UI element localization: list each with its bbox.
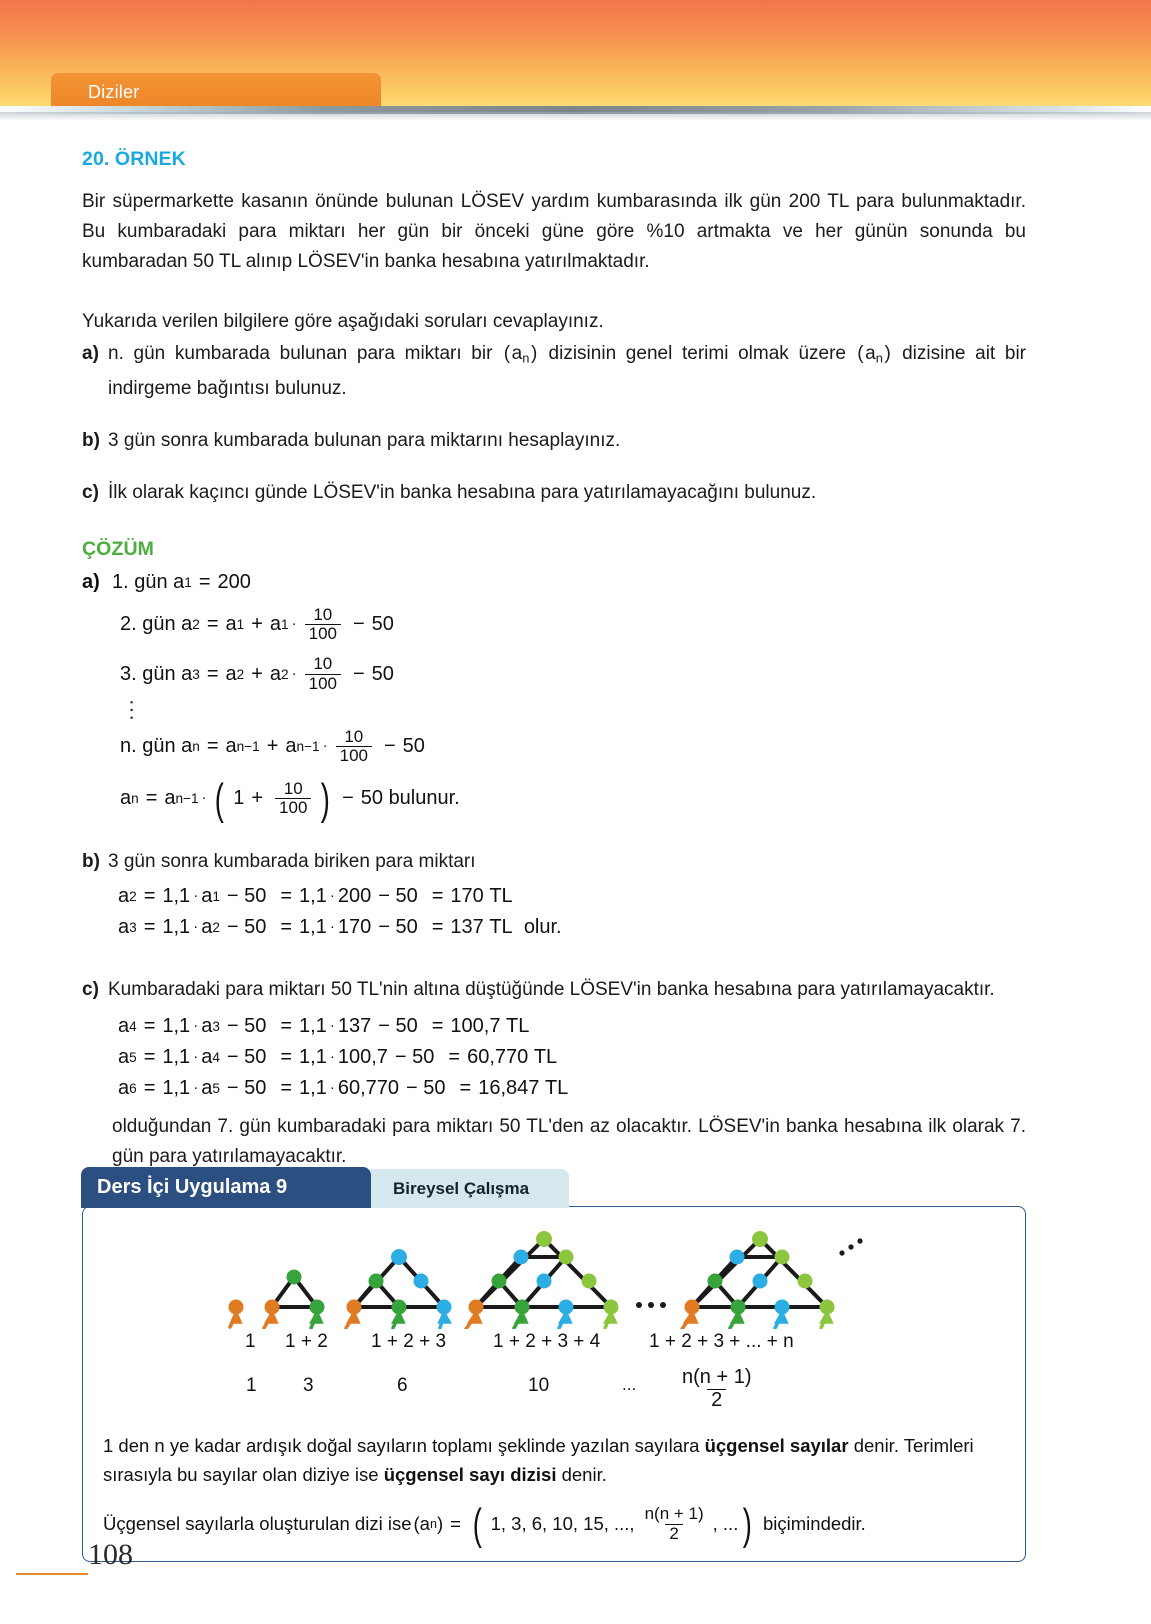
activity-tab-secondary[interactable]: Bireysel Çalışma (371, 1169, 569, 1208)
diagram-value-labels (103, 1366, 1005, 1427)
fraction-10-100: $\frac{10}{100}$ (275, 780, 311, 818)
question-b (82, 426, 1026, 456)
sum-label-n: 1 + 2 + 3 + ... + n (649, 1331, 794, 1353)
solution-b-label: b) (82, 851, 100, 873)
diagram-trailing-dots-icon (839, 1239, 862, 1256)
fraction-10-100: $\frac{10}{100}$ (336, 728, 372, 766)
question-a (82, 339, 1026, 404)
sum-label-4: 1 + 2 + 3 + 4 (493, 1331, 601, 1353)
solution-title: ÇÖZÜM (82, 537, 154, 560)
value-label-10: 10 (528, 1375, 550, 1397)
example-title: 20. ÖRNEK (82, 148, 186, 170)
value-label-1: 1 (246, 1375, 257, 1397)
solution-b-heading-text: 3 gün sonra kumbarada biriken para miktarı (108, 851, 476, 873)
value-ellipsis-icon: ... (622, 1375, 637, 1395)
example-paragraph: Bir süpermarkette kasanın önünde bulunan LÖSEV yardım kumbarasında ilk gün 200 TL para bulunmaktadır. Bu kumbaradaki para miktarı her gün bir önceki güne göre %10 artmakta ve her günün sonunda bu kumbaradan 50 TL alınıp LÖSEV'in banka hesabına yatırılmaktadır. (82, 191, 1026, 272)
solution-a-line-1: a) 1. gün a 1 = 200 (82, 570, 251, 593)
solution-a-line-3: 3. gün a 3 = a 2 + a 2 · $\frac{10}{100}$ − 50 (120, 654, 394, 693)
solution-c-heading-text: Kumbaradaki para miktarı 50 TL'nin altına düştüğünde LÖSEV'in banka hesabına para yatırılamayacaktır. (108, 979, 995, 1001)
solution-a-final: a n = a n−1 · ( 1 + $\frac{10}{100}$ ) − 50 bulunur. (120, 774, 460, 824)
solution-a-line-n: n. gün a n = a n−1 + a n−1 · $\frac{10}{100}$ − 50 (120, 727, 425, 766)
activity-box (82, 1176, 1026, 1562)
activity-text-2: Üçgensel sayılarla oluşturulan dizi ise ( a n ) = ( 1, 3, 6, 10, 15, ..., $\frac{n(n + 1)}{2}$ , ... ) biçimindedir. (103, 1500, 866, 1550)
activity-text-1: 1 den n ye kadar ardışık doğal sayıların toplamı şeklinde yazılan sayılara üçgensel sayılar denir. Terimleri sırasıyla bu sayılar olan diziye ise üçgensel sayı dizisi denir. (103, 1435, 974, 1486)
sum-label-1: 1 (245, 1331, 256, 1353)
question-c-text: İlk olarak kaçıncı günde LÖSEV'in banka hesabına para yatırılamayacağını bulunuz. (108, 481, 817, 503)
value-label-6: 6 (397, 1375, 408, 1397)
vertical-dots-icon: ··· (120, 699, 143, 723)
question-b-text: 3 gün sonra kumbarada bulunan para miktarını hesaplayınız. (108, 429, 621, 451)
value-label-3: 3 (303, 1375, 314, 1397)
solution-c-line-2: a 5 = 1,1 · a 4 − 50 = 1,1 · 100,7 − 50 = 60,770 TL (118, 1046, 558, 1069)
activity-tabs (81, 1167, 569, 1208)
page-number: 108 (88, 1538, 133, 1571)
solution-b-line-2: a 3 = 1,1 · a 2 − 50 = 1,1 · 170 − 50 = 137 TL olur. (118, 916, 562, 939)
question-b-label: b) (82, 429, 100, 451)
content-column (82, 112, 1026, 1562)
question-c-label: c) (82, 481, 99, 503)
diagram-sum-labels (103, 1331, 1005, 1359)
solution-a-vdots (120, 699, 1026, 722)
fraction-10-100: $\frac{10}{100}$ (305, 606, 341, 644)
sum-label-3: 1 + 2 + 3 (371, 1331, 447, 1353)
activity-tab-main[interactable]: Ders İçi Uygulama 9 (81, 1167, 371, 1208)
solution-a-line-2: 2. gün a 2 = a 1 + a 1 · $\frac{10}{100}$ − 50 (120, 604, 394, 643)
solution-c-line-1: a 4 = 1,1 · a 3 − 50 = 1,1 · 137 − 50 = 100,7 TL (118, 1015, 530, 1038)
solution-c-line-3: a 6 = 1,1 · a 5 − 50 = 1,1 · 60,770 − 50 = 16,847 TL (118, 1077, 569, 1100)
solution-c-heading (82, 975, 1026, 1005)
solution-c-conclusion: olduğundan 7. gün kumbaradaki para miktarı 50 TL'den az olacaktır. LÖSEV'in banka hesabına ilk olarak 7. gün para yatırılamayacaktır. (112, 1116, 1026, 1168)
solution-c-label: c) (82, 979, 99, 1001)
solution-b-line-1: a 2 = 1,1 · a 1 − 50 = 1,1 · 200 − 50 = 170 TL (118, 885, 513, 908)
diagram-arrows (230, 1313, 831, 1329)
diagram-ellipsis-icon (636, 1302, 666, 1308)
page-number-rule (16, 1573, 88, 1575)
triangular-figures-svg (214, 1229, 894, 1329)
triangular-numbers-diagram (103, 1229, 1005, 1329)
chapter-tab-label: Diziler (88, 82, 140, 102)
question-c (82, 478, 1026, 508)
value-formula: $\frac{n(n + 1)}{2}$ (682, 1366, 752, 1412)
question-a-text: n. gün kumbarada bulunan para miktarı bir ( $a_n$ ) dizisinin genel terimi olmak üzere ( $a_n$ ) dizisine ait bir indirgeme bağıntısı bulunuz. (108, 343, 1026, 399)
solution-b-heading (82, 847, 1026, 877)
solution-a-label: a) (82, 570, 100, 593)
activity-body (83, 1207, 1025, 1561)
example-instruction: Yukarıda verilen bilgilere göre aşağıdaki soruları cevaplayınız. (82, 311, 604, 332)
question-a-label: a) (82, 343, 99, 364)
sum-label-2: 1 + 2 (285, 1331, 328, 1353)
fraction-n-n1-2: $\frac{n(n + 1)}{2}$ (644, 1504, 704, 1543)
page-banner (0, 0, 1151, 112)
fraction-10-100: $\frac{10}{100}$ (305, 655, 341, 693)
